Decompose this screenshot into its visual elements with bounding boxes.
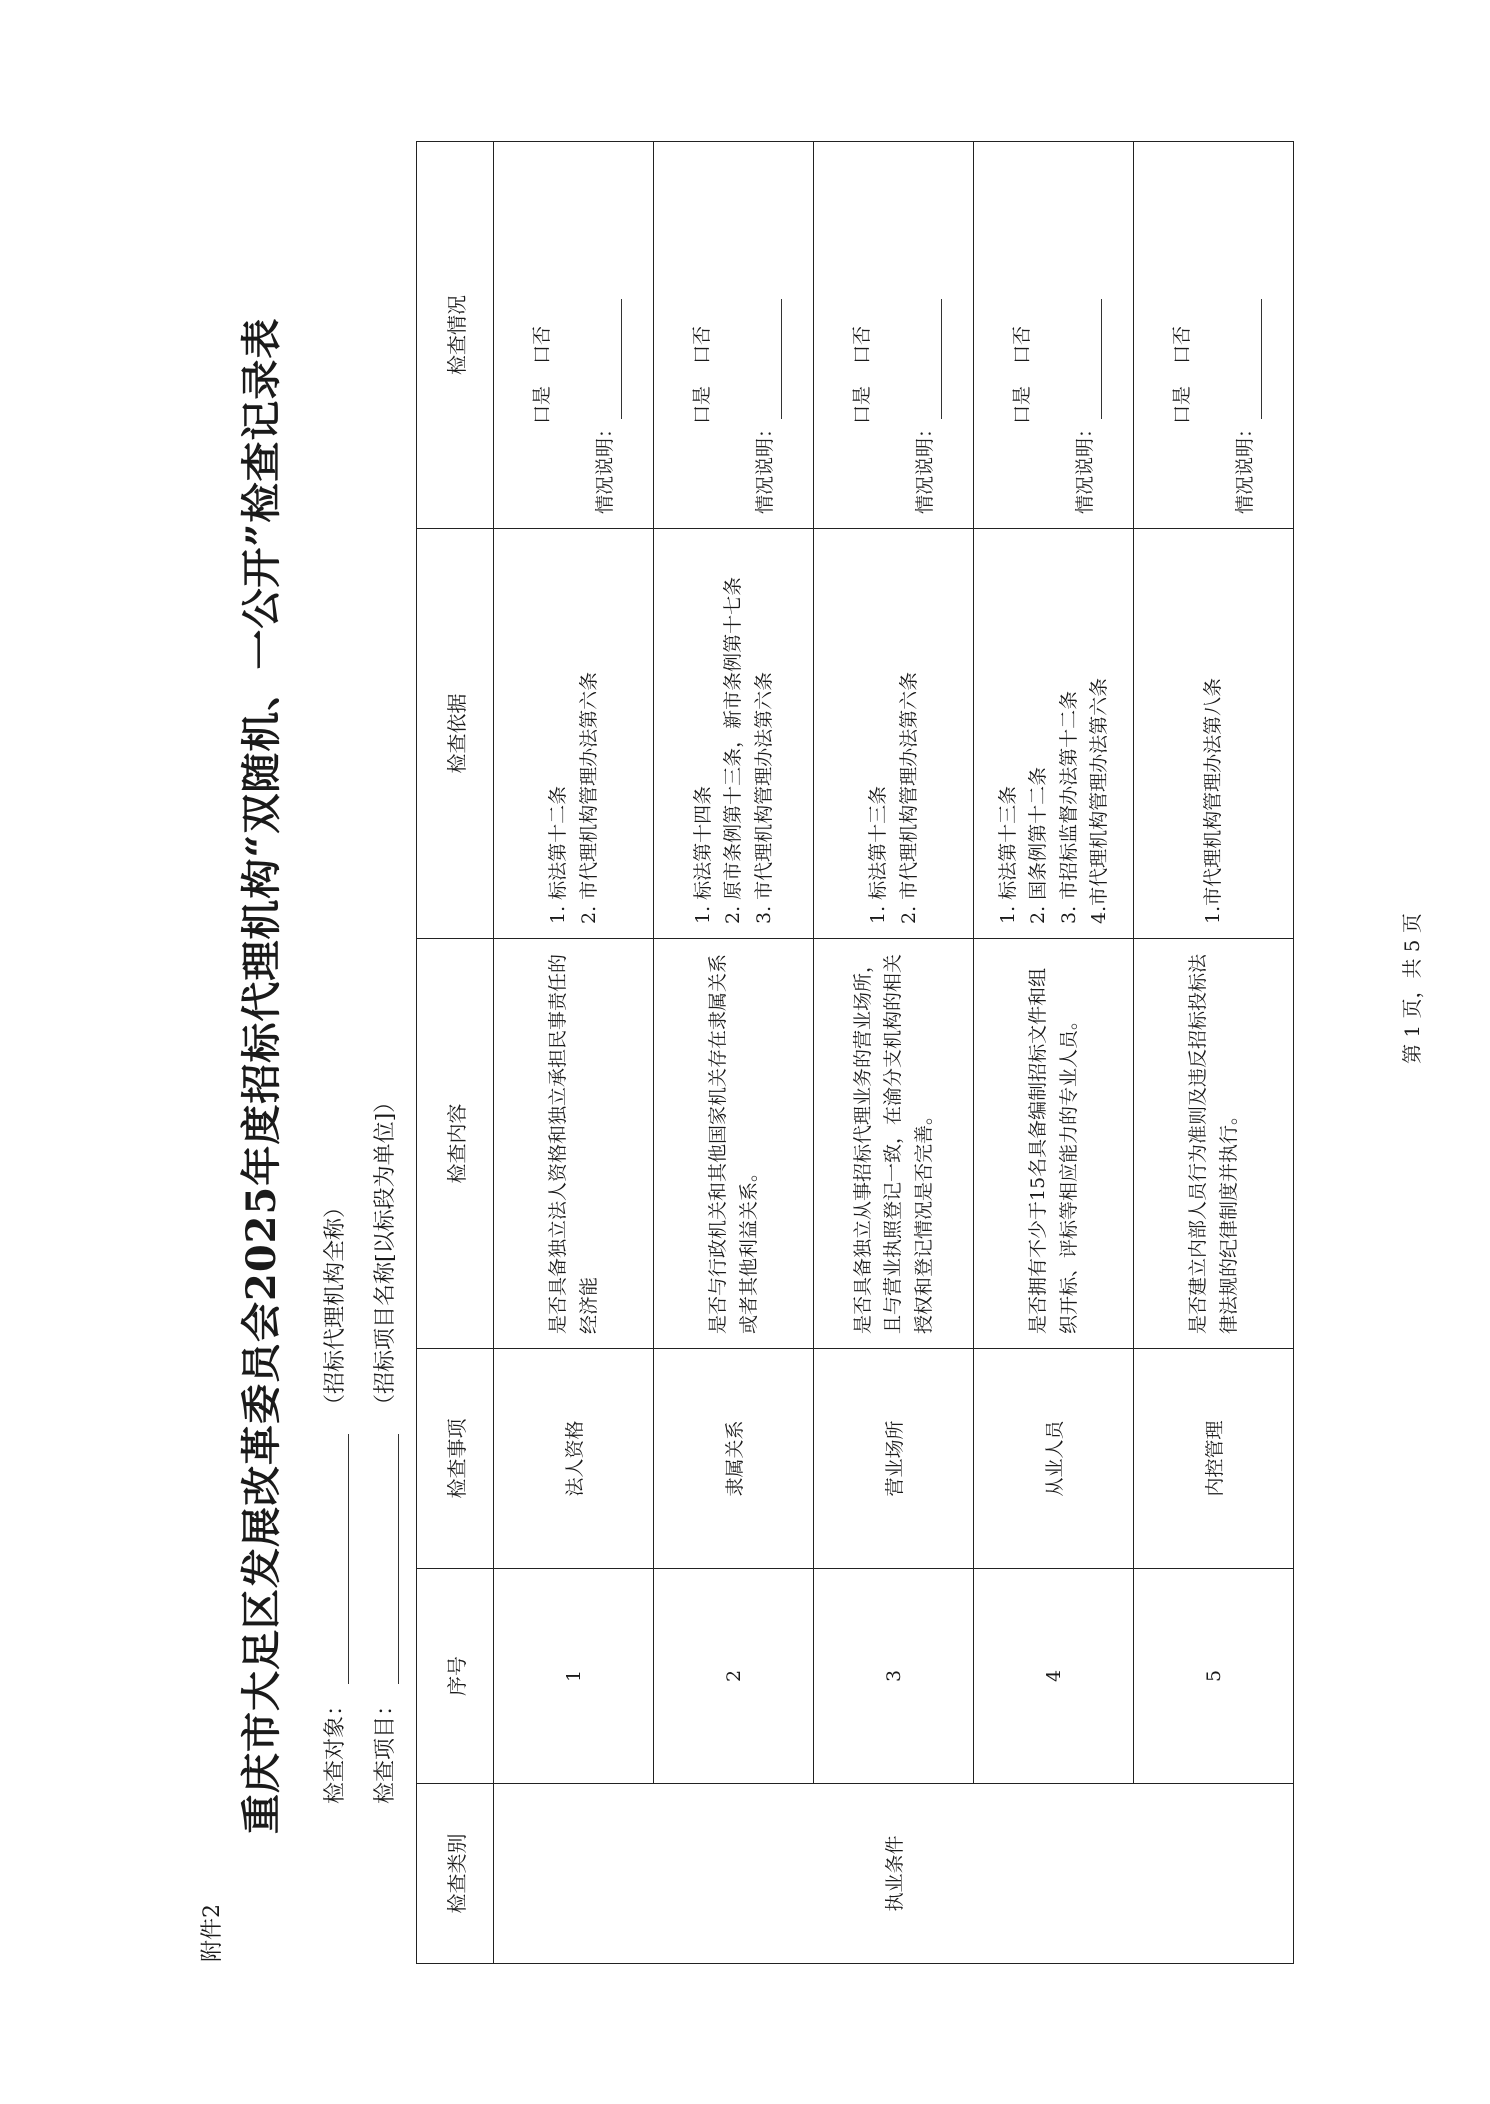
attachment-label: 附件2 [200,1904,225,1962]
object-hint: （招标代理机构全称） [323,1195,348,1416]
header-item: 检查事项 [417,1349,494,1569]
project-input-line[interactable] [378,1434,399,1684]
note-input-line[interactable] [605,299,622,419]
status-note-row [588,156,622,514]
seq-cell: 4 [974,1569,1134,1784]
object-label: 检查对象： [323,1693,348,1804]
header-content: 检查内容 [417,939,494,1349]
basis-item: 3. 市代理机构管理办法第六条 [752,671,775,924]
content-cell: 是否与行政机关和其他国家机关存在隶属关系或者其他利益关系。 [654,939,814,1349]
header-status: 检查情况 [417,142,494,529]
yes-checkbox[interactable]: 口是 [1171,385,1194,424]
table-row [494,142,654,1964]
header-seq: 序号 [417,1569,494,1784]
status-cell [1134,142,1294,529]
category-cell: 执业条件 [494,1784,1294,1964]
table-row [1134,142,1294,1964]
inspection-project-row [368,1091,399,1804]
seq-cell: 5 [1134,1569,1294,1784]
basis-cell [654,529,814,939]
project-hint: （招标项目名称[以标段为单位]） [373,1090,398,1416]
basis-cell [814,529,974,939]
status-options [525,156,559,514]
yes-checkbox[interactable]: 口是 [851,385,874,424]
content-cell: 是否具备独立从事招标代理业务的营业场所，且与营业执照登记一致，在渝分支机构的相关授权和登记情况是否完善。 [814,939,974,1349]
object-input-line[interactable] [328,1434,349,1684]
header-category: 检查类别 [417,1784,494,1964]
basis-cell [1134,529,1294,939]
note-input-line[interactable] [765,299,782,419]
basis-item: 3. 市招标监督办法第十二条 [1057,690,1080,924]
table-header-row [417,142,494,1964]
no-checkbox[interactable]: 口否 [531,325,554,364]
basis-item: 1. 标法第十四条 [691,785,714,924]
item-cell: 隶属关系 [654,1349,814,1569]
status-note-row [748,156,782,514]
status-options [1165,156,1199,514]
status-options [1005,156,1039,514]
note-input-line[interactable] [1085,299,1102,419]
seq-cell: 1 [494,1569,654,1784]
note-input-line[interactable] [925,299,942,419]
status-options [685,156,719,514]
no-checkbox[interactable]: 口否 [1011,325,1034,364]
note-label: 情况说明： [593,418,616,514]
content-cell: 是否拥有不少于15名具备编制招标文件和组织开标、评标等相应能力的专业人员。 [974,939,1134,1349]
yes-checkbox[interactable]: 口是 [691,385,714,424]
note-input-line[interactable] [1245,299,1262,419]
seq-cell: 2 [654,1569,814,1784]
basis-item: 1. 标法第十二条 [547,785,570,924]
item-cell: 从业人员 [974,1349,1134,1569]
item-cell: 营业场所 [814,1349,974,1569]
status-options [845,156,879,514]
table-row [814,142,974,1964]
no-checkbox[interactable]: 口否 [1171,325,1194,364]
yes-checkbox[interactable]: 口是 [531,385,554,424]
basis-item: 2. 国条例第十二条 [1027,766,1050,924]
status-cell [974,142,1134,529]
table-row [654,142,814,1964]
table-row [974,142,1134,1964]
inspection-record-table [416,141,1294,1964]
basis-item: 2. 市代理机构管理办法第六条 [577,671,600,924]
status-cell [494,142,654,529]
basis-cell [974,529,1134,939]
note-label: 情况说明： [753,418,776,514]
status-note-row [1068,156,1102,514]
page-footer: 第 1 页，共 5 页 [1400,913,1424,1064]
content-cell: 是否具备独立法人资格和独立承担民事责任的经济能 [494,939,654,1349]
basis-item: 1. 标法第十三条 [996,785,1019,924]
basis-item: 1.市代理机构管理办法第八条 [1202,677,1225,924]
content-cell: 是否建立内部人员行为准则及违反招标投标法律法规的纪律制度并执行。 [1134,939,1294,1349]
page-title: 重庆市大足区发展改革委员会2025年度招标代理机构“双随机、一公开”检查记录表 [238,317,285,1834]
basis-item: 2. 原市条例第十三条，新市条例第十七条 [722,576,745,924]
seq-cell: 3 [814,1569,974,1784]
basis-item: 1. 标法第十三条 [867,785,890,924]
note-label: 情况说明： [913,418,936,514]
basis-item: 4.市代理机构管理办法第六条 [1087,677,1110,924]
basis-cell [494,529,654,939]
header-basis: 检查依据 [417,529,494,939]
inspection-object-row [318,1196,349,1804]
yes-checkbox[interactable]: 口是 [1011,385,1034,424]
item-cell: 法人资格 [494,1349,654,1569]
status-note-row [908,156,942,514]
basis-item: 2. 市代理机构管理办法第六条 [897,671,920,924]
item-cell: 内控管理 [1134,1349,1294,1569]
note-label: 情况说明： [1233,418,1256,514]
status-note-row [1228,156,1262,514]
status-cell [814,142,974,529]
no-checkbox[interactable]: 口否 [691,325,714,364]
project-label: 检查项目： [373,1693,398,1804]
status-cell [654,142,814,529]
note-label: 情况说明： [1073,418,1096,514]
no-checkbox[interactable]: 口否 [851,325,874,364]
